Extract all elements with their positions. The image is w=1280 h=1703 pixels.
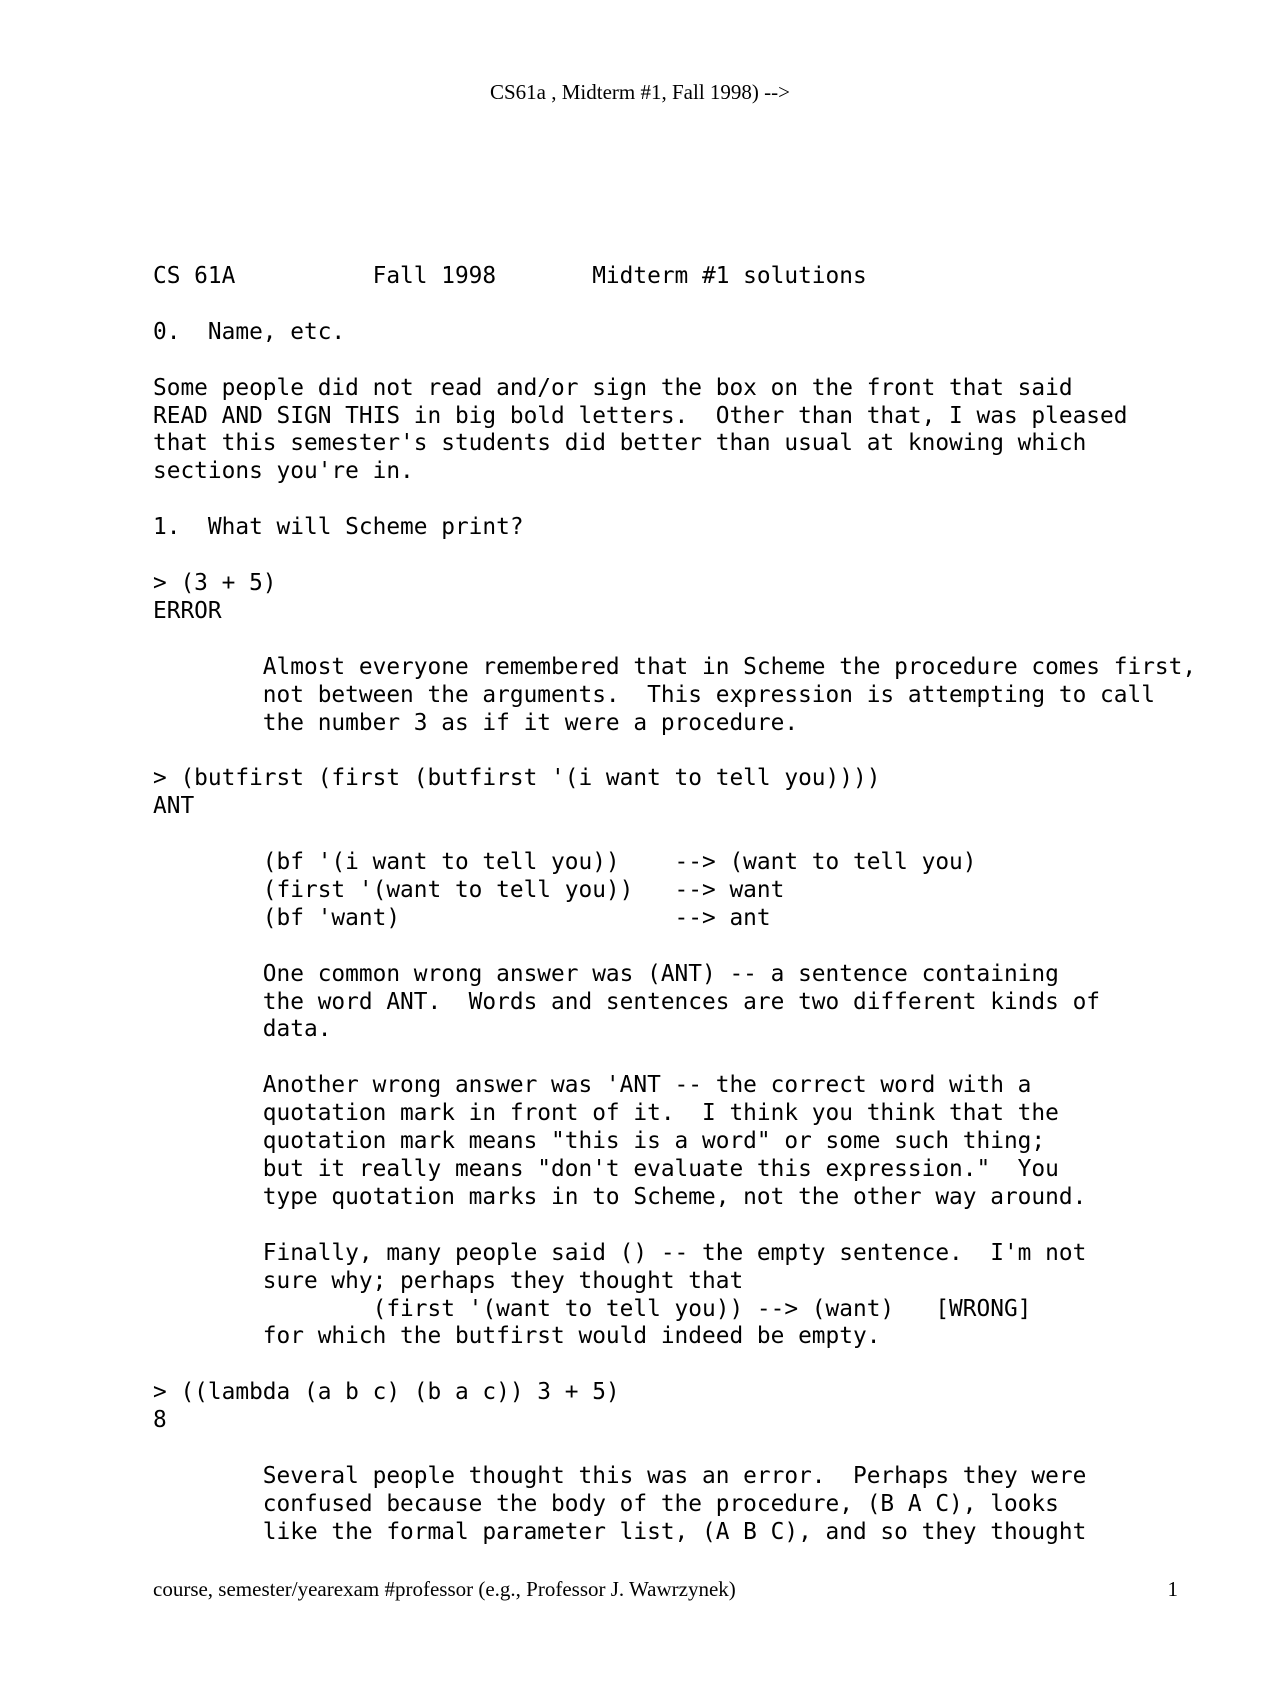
page-footer: course, semester/yearexam #professor (e.g., Professor J. Wawrzynek) bbox=[153, 1577, 736, 1601]
exam-solutions-text: CS 61A Fall 1998 Midterm #1 solutions 0. Name, etc. Some people did not read and/or sign the box on the front that said READ AND SIGN THIS in big bold letters. Other than that, I was pleased that this semester's students did better than usual at knowing which sections you're in. 1. What will Scheme print? > (3 + 5) ERROR Almost everyone remembered that in Scheme the procedure comes first, not between the arguments. This expression is attempting to call the number 3 as if it were a procedure. > (butfirst (first (butfirst '(i want to tell you)))) ANT (bf '(i want to tell you)) --> (want to tell you) (first '(want to tell you)) --> want (bf 'want) --> ant One common wrong answer was (ANT) -- a sentence containing the word ANT. Words and sentences are two different kinds of data. Another wrong answer was 'ANT -- the correct word with a quotation mark in front of it. I think you think that the quotation mark means "this is a word" or some such thing; but it really means "don't evaluate this expression." You type quotation marks in to Scheme, not the other way around. Finally, many people said () -- the empty sentence. I'm not sure why; perhaps they thought that (first '(want to tell you)) --> (want) [WRONG] for which the butfirst would indeed be empty. > ((lambda (a b c) (b a c)) 3 + 5) 8 Several people thought this was an error. Perhaps they were confused because the body of the procedure, (B A C), looks like the formal parameter list, (A B C), and so they thought bbox=[153, 263, 1197, 1545]
page-header: CS61a , Midterm #1, Fall 1998) --> bbox=[490, 80, 790, 104]
page-number: 1 bbox=[1167, 1577, 1178, 1601]
